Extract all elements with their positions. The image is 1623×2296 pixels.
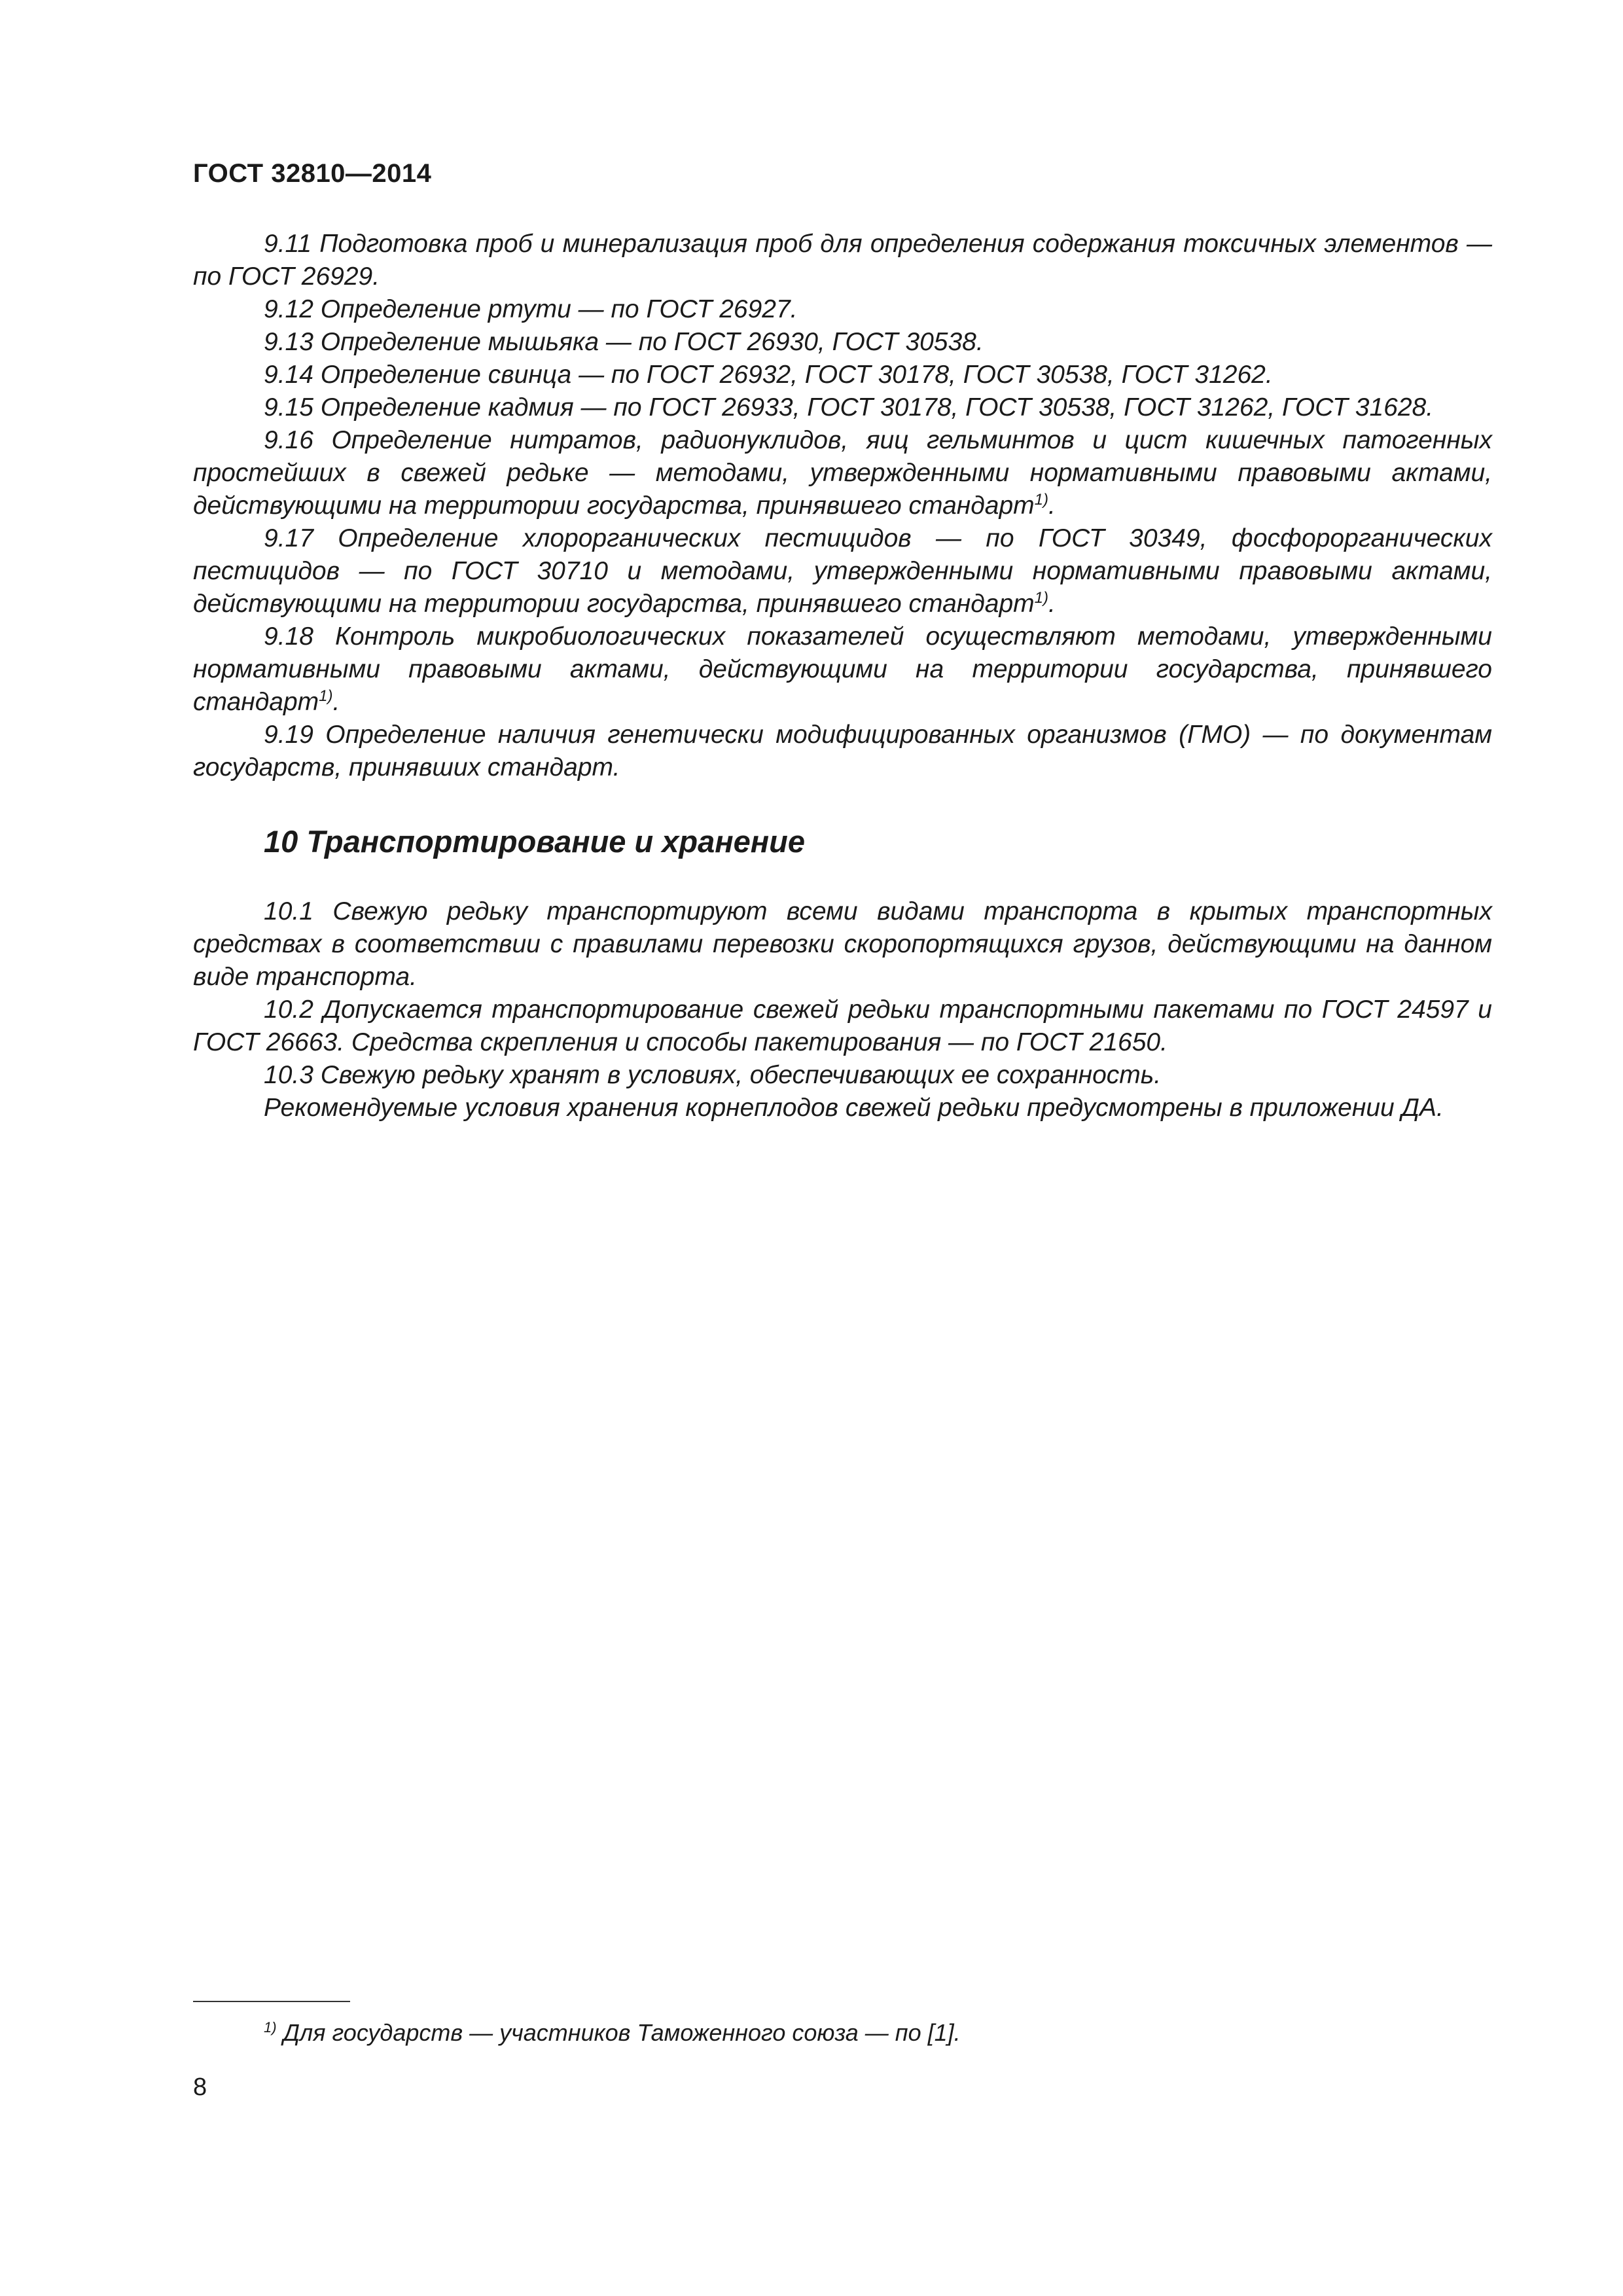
paragraph-9-19: 9.19 Определение наличия генетически модифицированных организмов (ГМО) — по документам государств, принявших стандарт. <box>193 721 1492 781</box>
paragraph-9-14: 9.14 Определение свинца — по ГОСТ 26932, ГОСТ 30178, ГОСТ 30538, ГОСТ 31262. <box>264 361 1273 389</box>
paragraph-9-12: 9.12 Определение ртути — по ГОСТ 26927. <box>264 295 798 323</box>
paragraph-9-16: 9.16 Определение нитратов, радионуклидов, яиц гельминтов и цист кишечных патогенных простейших в свежей редьке — методами, утвержденными нормативными правовыми актами, действующими на территории государства, принявшего стандарт$^{1)}$. <box>193 426 1492 520</box>
footnote-ref: 1) <box>319 687 333 705</box>
paragraph-9-17: 9.17 Определение хлорорганических пестицидов — по ГОСТ 30349, фосфорорганических пестицидов — по ГОСТ 30710 и методами, утвержденными нормативными правовыми актами, действующими на территории государства, принявшего стандарт$^{1)}$. <box>193 524 1492 618</box>
footnote-text: Для государств — участников Таможенного союза — по [1]. <box>276 2019 961 2046</box>
footnote-divider <box>193 2001 350 2002</box>
footnote-ref: 1) <box>1034 589 1049 607</box>
footnote-marker: 1) <box>264 2019 277 2036</box>
footnote <box>264 2017 961 2049</box>
paragraph-10-3: 10.3 Свежую редьку хранят в условиях, обеспечивающих ее сохранность. <box>264 1061 1162 1089</box>
document-body <box>193 228 1492 1124</box>
paragraph-10-3-note: Рекомендуемые условия хранения корнеплодов свежей редьки предусмотрены в приложении ДА. <box>264 1094 1444 1122</box>
document-header: ГОСТ 32810—2014 <box>193 159 432 188</box>
paragraph-10-1: 10.1 Свежую редьку транспортируют всеми видами транспорта в крытых транспортных средствах в соответствии с правилами перевозки скоропортящихся грузов, действующими на данном виде транспорта. <box>193 897 1492 991</box>
paragraph-9-15: 9.15 Определение кадмия — по ГОСТ 26933, ГОСТ 30178, ГОСТ 30538, ГОСТ 31262, ГОСТ 31628. <box>264 393 1434 422</box>
footnote-ref: 1) <box>1034 491 1049 509</box>
page-number: 8 <box>193 2073 207 2101</box>
paragraph-10-2: 10.2 Допускается транспортирование свежей редьки транспортными пакетами по ГОСТ 24597 и ГОСТ 26663. Средства скрепления и способы пакетирования — по ГОСТ 21650. <box>193 996 1492 1056</box>
paragraph-9-13: 9.13 Определение мышьяка — по ГОСТ 26930, ГОСТ 30538. <box>264 328 984 356</box>
section-heading-10: 10 Транспортирование и хранение <box>264 824 806 859</box>
paragraph-9-18: 9.18 Контроль микробиологических показателей осуществляют методами, утвержденными нормативными правовыми актами, действующими на территории государства, принявшего стандарт$^{1)}$. <box>193 622 1492 716</box>
paragraph-9-11: 9.11 Подготовка проб и минерализация проб для определения содержания токсичных элементов — по ГОСТ 26929. <box>193 230 1492 291</box>
